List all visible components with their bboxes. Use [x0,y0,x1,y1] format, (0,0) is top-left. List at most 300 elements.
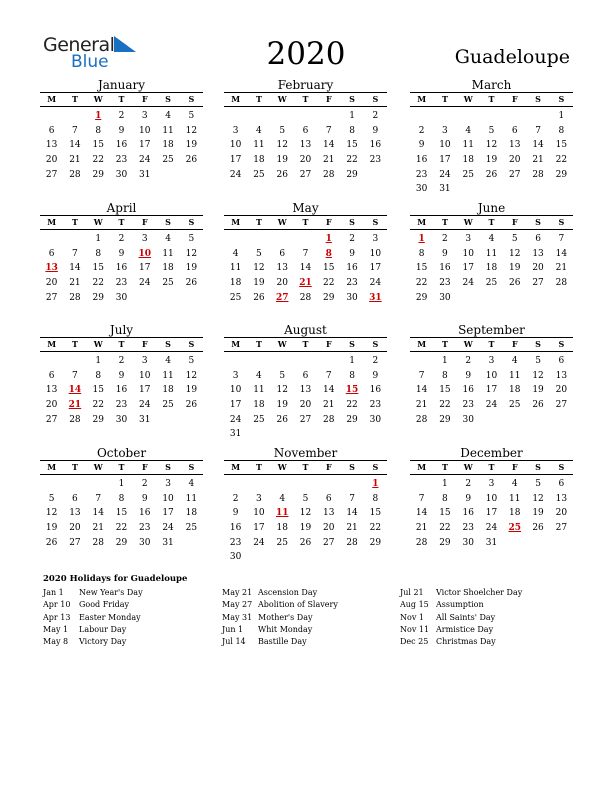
empty-cell [40,477,63,492]
day-cell: 14 [69,263,81,274]
day-cell: 30 [115,169,128,180]
weekday-header: F [141,462,148,472]
weekday-header: M [47,462,57,472]
month-name: October [96,446,147,460]
day-cell: 30 [229,552,242,563]
day-cell: 19 [185,385,198,396]
day-grid [40,109,203,182]
weekday-header: S [188,94,195,104]
day-cell: 17 [369,263,382,274]
day-grid [224,232,387,305]
weekday-header: T [441,217,448,227]
holiday-day-cell: 1 [325,234,332,244]
empty-cell [317,477,340,492]
day-cell: 12 [532,493,544,504]
day-cell: 8 [95,125,102,136]
holiday-row [400,612,575,624]
day-cell: 27 [555,400,568,411]
day-cell: 23 [229,537,242,548]
day-cell: 19 [532,385,544,396]
weekday-header: S [349,217,355,227]
day-cell: 2 [232,493,239,504]
day-cell: 17 [162,508,174,519]
day-cell: 31 [139,169,151,180]
day-cell: 24 [229,169,242,180]
day-cell: 12 [185,125,198,136]
empty-cell [271,477,294,492]
day-cell: 16 [115,385,128,396]
day-cell: 26 [253,292,265,303]
empty-cell [340,477,363,492]
month-block [40,446,203,550]
day-cell: 10 [462,248,474,259]
weekday-header: S [558,217,565,227]
day-cell: 6 [302,370,309,381]
holiday-date: Jul 21 [400,588,424,597]
day-cell: 6 [48,125,55,136]
day-cell: 7 [418,493,425,504]
day-cell: 7 [95,493,102,504]
day-cell: 30 [462,537,474,548]
month-name: December [460,446,523,460]
weekday-header: T [441,339,448,349]
day-cell: 25 [253,414,265,425]
day-cell: 9 [118,370,125,381]
day-cell: 30 [115,292,128,303]
day-cell: 23 [439,278,451,289]
day-cell: 14 [299,263,312,274]
weekday-header: M [417,94,427,104]
day-cell: 9 [232,508,239,519]
day-cell: 20 [532,263,544,274]
day-cell: 2 [118,234,125,244]
day-cell: 10 [139,370,151,381]
day-cell: 23 [369,400,382,411]
holiday-name: Easter Monday [79,612,141,622]
day-cell: 3 [141,356,148,366]
day-cell: 29 [92,414,104,425]
holiday-name: Abolition of Slavery [258,600,338,610]
month-block [40,323,203,427]
day-cell: 14 [555,248,568,259]
logo-word-blue: Blue [71,52,109,72]
holidays-title: 2020 Holidays for Guadeloupe [43,574,188,584]
day-cell: 9 [141,493,148,504]
day-cell: 17 [139,385,151,396]
day-cell: 25 [162,278,174,289]
day-cell: 29 [346,169,358,180]
day-cell: 27 [45,414,58,425]
empty-cell [247,232,270,247]
day-grid [410,232,573,305]
country-name: Guadeloupe [454,46,570,68]
day-cell: 6 [325,493,332,504]
weekday-header: S [188,462,195,472]
weekday-header: S [372,462,379,472]
day-cell: 2 [442,234,448,244]
day-grid [410,109,573,197]
day-cell: 4 [488,234,495,244]
day-cell: 22 [415,278,428,289]
holiday-date: Nov 11 [400,624,430,634]
holiday-row [400,587,575,599]
day-cell: 14 [415,508,428,519]
day-cell: 21 [92,523,104,534]
empty-cell [247,477,270,492]
day-cell: 12 [276,385,288,396]
day-cell: 11 [162,248,174,259]
weekday-header: W [277,339,287,349]
day-cell: 2 [349,234,355,244]
day-cell: 31 [139,414,151,425]
day-cell: 23 [115,400,128,411]
day-cell: 18 [185,508,198,519]
day-cell: 9 [349,248,355,259]
holiday-date: May 27 [222,600,253,610]
day-cell: 25 [509,400,521,411]
day-cell: 16 [139,508,151,519]
day-cell: 19 [185,263,198,274]
weekday-header: W [93,462,103,472]
weekday-header: M [417,462,427,472]
weekday-header: M [47,217,57,227]
weekday-header: S [188,217,195,227]
weekday-header: W [93,339,103,349]
holiday-date: Aug 15 [400,600,429,610]
weekday-header: S [558,462,565,472]
day-cell: 3 [465,234,472,244]
day-cell: 3 [488,479,495,489]
day-cell: 11 [229,263,242,274]
day-cell: 7 [418,370,425,381]
day-cell: 5 [188,111,195,121]
day-cell: 9 [465,370,472,381]
day-cell: 23 [115,278,128,289]
day-cell: 11 [509,493,521,504]
day-cell: 3 [232,125,239,136]
day-cell: 12 [185,248,198,259]
weekday-header: W [463,462,473,472]
day-cell: 18 [509,385,521,396]
day-cell: 22 [369,523,382,534]
day-cell: 31 [439,184,451,195]
weekday-header: T [71,217,78,227]
day-cell: 11 [185,493,198,504]
holiday-day-cell: 25 [508,523,522,534]
day-cell: 26 [485,169,498,180]
day-cell: 3 [141,234,148,244]
day-cell: 15 [439,508,451,519]
day-cell: 25 [162,400,174,411]
weekday-header: S [165,339,171,349]
day-cell: 28 [323,414,335,425]
holiday-row [43,587,218,599]
weekday-header: T [255,339,262,349]
day-cell: 8 [349,370,355,381]
day-cell: 30 [462,414,474,425]
day-cell: 10 [485,370,498,381]
day-cell: 25 [162,155,174,166]
day-cell: 20 [299,400,312,411]
day-cell: 28 [299,292,312,303]
weekday-header: W [277,94,287,104]
weekday-header: M [231,462,241,472]
empty-cell [410,109,433,124]
weekday-header: W [277,217,287,227]
day-cell: 8 [442,493,448,504]
day-cell: 26 [532,523,544,534]
empty-cell [317,109,340,124]
holiday-row [222,624,397,636]
empty-cell [224,354,247,369]
day-cell: 26 [509,278,521,289]
empty-cell [317,354,340,369]
day-cell: 20 [555,508,568,519]
day-cell: 13 [532,248,544,259]
weekday-header: T [488,339,495,349]
day-cell: 28 [323,169,335,180]
day-cell: 12 [532,370,544,381]
weekday-header-row [40,460,203,475]
day-cell: 28 [69,169,81,180]
day-cell: 13 [69,508,81,519]
holiday-name: Ascension Day [258,588,318,597]
day-cell: 24 [162,523,174,534]
day-cell: 20 [69,523,81,534]
day-cell: 18 [509,508,521,519]
day-cell: 17 [253,523,265,534]
day-cell: 24 [139,155,151,166]
holiday-name: Labour Day [79,624,127,634]
holiday-row [43,599,218,611]
day-cell: 14 [532,140,544,151]
day-cell: 21 [555,263,568,274]
day-cell: 7 [349,493,355,504]
weekday-header: S [372,339,379,349]
empty-cell [294,232,317,247]
day-cell: 11 [485,248,498,259]
weekday-header: T [302,217,309,227]
weekday-header: S [165,94,171,104]
day-cell: 4 [165,234,171,244]
day-cell: 2 [418,125,425,136]
day-cell: 3 [165,479,171,489]
day-cell: 12 [45,508,58,519]
weekday-header-row [224,215,387,230]
day-cell: 7 [558,234,565,244]
day-cell: 28 [555,278,568,289]
day-cell: 13 [45,385,58,396]
month-name: July [109,323,134,337]
month-block [224,446,387,565]
day-cell: 1 [95,356,102,366]
day-cell: 2 [372,356,379,366]
day-cell: 26 [532,400,544,411]
day-cell: 29 [115,537,128,548]
day-cell: 4 [256,370,262,381]
holiday-day-cell: 11 [275,508,289,519]
weekday-header: W [463,94,473,104]
day-cell: 22 [92,400,104,411]
day-cell: 27 [299,414,312,425]
empty-cell [63,477,86,492]
weekday-header: S [165,462,171,472]
day-cell: 24 [462,278,474,289]
day-cell: 25 [462,169,474,180]
day-cell: 3 [256,493,262,504]
day-cell: 29 [369,537,382,548]
day-cell: 21 [323,155,335,166]
day-cell: 24 [139,278,151,289]
holiday-date: May 1 [43,624,69,634]
holiday-date: May 8 [43,637,69,647]
day-cell: 26 [276,414,288,425]
month-name: April [106,201,137,215]
day-cell: 6 [511,125,518,136]
day-cell: 14 [69,140,81,151]
weekday-header-row [410,460,573,475]
empty-cell [224,477,247,492]
day-cell: 12 [253,263,265,274]
day-cell: 5 [48,493,55,504]
day-cell: 11 [509,370,521,381]
day-cell: 5 [279,370,286,381]
holiday-day-cell: 1 [418,234,425,244]
holiday-row [400,599,575,611]
weekday-header: F [325,217,332,227]
day-cell: 31 [485,537,498,548]
holiday-date: May 21 [222,588,253,597]
weekday-header-row [224,337,387,352]
day-cell: 21 [323,400,335,411]
day-cell: 16 [369,385,382,396]
day-cell: 10 [369,248,382,259]
weekday-header: S [535,94,541,104]
holiday-row [400,624,575,636]
weekday-header: T [255,462,262,472]
day-cell: 23 [139,523,151,534]
day-cell: 9 [465,493,472,504]
day-cell: 16 [346,263,358,274]
day-cell: 19 [532,508,544,519]
holiday-day-cell: 14 [68,385,82,396]
day-cell: 21 [69,155,81,166]
day-cell: 17 [439,155,451,166]
day-cell: 9 [442,248,448,259]
day-cell: 13 [45,140,58,151]
holiday-day-cell: 1 [95,111,102,121]
day-cell: 19 [253,278,265,289]
day-cell: 7 [72,370,78,381]
month-name: May [292,201,319,215]
empty-cell [40,109,63,124]
empty-cell [271,109,294,124]
month-name: February [277,78,334,92]
day-cell: 23 [346,278,358,289]
day-cell: 13 [299,140,312,151]
day-cell: 25 [229,292,242,303]
weekday-header: T [118,217,125,227]
holiday-name: Christmas Day [436,637,496,647]
weekday-header-row [40,92,203,107]
holiday-date: Apr 13 [43,612,71,622]
day-cell: 18 [485,263,498,274]
holiday-column [43,587,218,648]
day-cell: 20 [299,155,312,166]
empty-cell [63,109,86,124]
day-cell: 24 [439,169,451,180]
weekday-header: W [463,339,473,349]
day-cell: 21 [415,523,428,534]
day-cell: 19 [45,523,58,534]
weekday-header: F [511,462,518,472]
day-cell: 18 [229,278,242,289]
day-cell: 31 [162,537,174,548]
weekday-header: M [231,94,241,104]
day-cell: 4 [256,125,262,136]
weekday-header: T [71,339,78,349]
weekday-header: F [325,94,332,104]
holiday-date: Nov 1 [400,612,424,622]
weekday-header: M [417,339,427,349]
empty-cell [457,109,480,124]
day-cell: 23 [369,155,382,166]
day-cell: 4 [465,125,472,136]
day-cell: 26 [276,169,288,180]
day-cell: 22 [346,155,358,166]
holiday-day-cell: 8 [325,248,332,259]
weekday-header: T [441,462,448,472]
day-cell: 17 [462,263,474,274]
day-cell: 16 [229,523,242,534]
day-cell: 29 [415,292,428,303]
weekday-header-row [224,92,387,107]
day-cell: 21 [346,523,358,534]
holiday-name: Whit Monday [258,624,313,634]
day-cell: 20 [323,523,335,534]
day-cell: 10 [139,125,151,136]
day-cell: 18 [162,140,174,151]
day-cell: 19 [185,140,198,151]
empty-cell [294,477,317,492]
holiday-row [222,636,397,648]
day-cell: 12 [485,140,498,151]
day-cell: 10 [229,140,242,151]
empty-cell [294,354,317,369]
holiday-column [222,587,397,648]
weekday-header: M [47,94,57,104]
day-cell: 20 [276,278,288,289]
day-cell: 10 [229,385,242,396]
holiday-day-cell: 27 [275,292,289,303]
day-cell: 6 [535,234,541,244]
day-cell: 22 [323,278,335,289]
weekday-header: S [535,217,541,227]
holiday-column [400,587,575,648]
weekday-header-row [40,337,203,352]
empty-cell [40,354,63,369]
weekday-header: S [372,94,379,104]
month-block [410,201,573,305]
day-cell: 9 [418,140,425,151]
day-cell: 29 [555,169,568,180]
weekday-header: T [118,339,125,349]
holiday-date: Jul 14 [222,637,246,647]
day-cell: 24 [253,537,265,548]
day-cell: 27 [69,537,81,548]
day-cell: 12 [299,508,312,519]
calendar-year: 2020 [266,36,346,72]
